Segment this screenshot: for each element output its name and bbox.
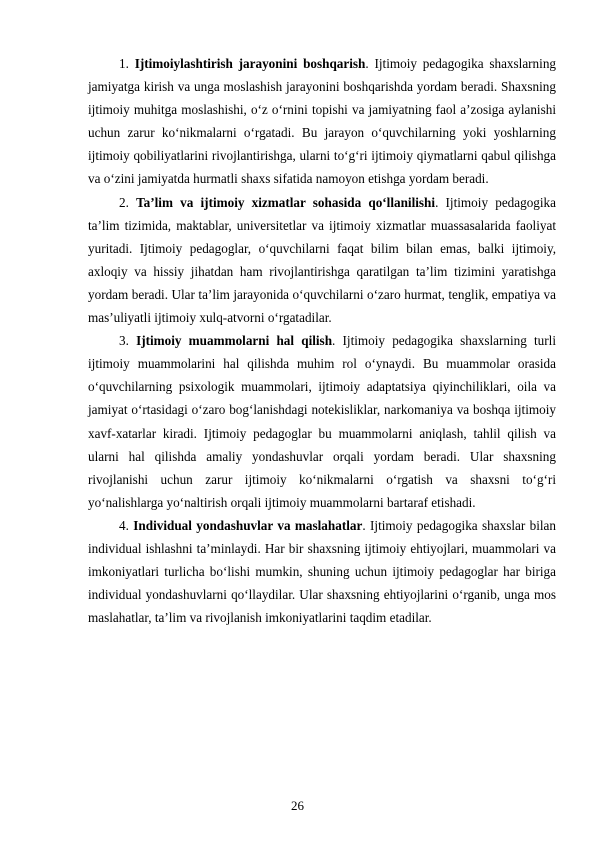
paragraph-education-social-services [88,191,556,330]
paragraph-number: 1. [119,56,129,71]
paragraph-text: . Ijtimoiy pedagogika ta’lim tizimida, maktablar, universitetlar va ijtimoiy xizmatlar muassasalarida faoliyat yuritadi. Ijtimoiy pedagoglar, o‘quvchilarni faqat bilim bilan emas, balki ijtimoiy, axloqiy va hissiy jihatdan ham rivojlantirishga qaratilgan ta’lim tizimini yaratishga yordam beradi. Ular ta’lim jarayonida o‘quvchilarni o‘zaro hurmat, tenglik, empatiya va mas’uliyatli ijtimoiy xulq-atvorni o‘rgatadilar. [88,194,557,326]
paragraph-number: 2. [119,194,129,210]
paragraph-text: . Ijtimoiy pedagogika shaxslarning turli ijtimoiy muammolarini hal qilishda muhim rol o‘ynaydi. Bu muammolar orasida o‘quvchilarning psixologik muammolari, ijtimoiy adaptatsiya qiyinchiliklari, oila va jamiyat o‘rtasidagi o‘zaro bog‘lanishdagi notekisliklar, narkomaniya va boshqa ijtimoiy xavf-xatarlar kiradi. Ijtimoiy pedagoglar bu muammolarni aniqlash, tahlil qilish va ularni hal qilishda amaliy yondashuvlar orqali yordam beradi. Ular shaxsning rivojlanishi uchun zarur ijtimoiy ko‘nikmalarni o‘rgatish va shaxsni to‘g‘ri yo‘nalishlarga yo‘naltirish orqali ijtimoiy muammolarni bartaraf etishadi. [88,333,556,510]
paragraph-socialization-management [88,52,556,191]
paragraph-individual-approaches [88,514,556,629]
paragraph-solving-social-problems [88,329,556,514]
paragraph-heading: Ijtimoiylashtirish jarayonini boshqarish [134,56,366,71]
paragraph-number: 3. [119,333,129,349]
document-body [88,52,556,629]
page-number: 26 [291,798,304,813]
paragraph-heading: Ijtimoiy muammolarni hal qilish [136,333,333,349]
paragraph-heading: Ta’lim va ijtimoiy xizmatlar sohasida qo‘llanilishi [136,194,436,210]
paragraph-text: . Ijtimoiy pedagogika shaxslar bilan individual ishlashni ta’minlaydi. Har bir shaxsning ijtimoiy ehtiyojlari, muammolari va imkoniyatlari turlicha bo‘lishi mumkin, shuning uchun ijtimoiy pedagoglar har biriga individual yondashuvlarni qo‘llaydilar. Ular shaxsning ehtiyojlarini o‘rganib, unga mos maslahatlar, ta’lim va rivojlanish imkoniyatlarini taqdim etadilar. [88,517,556,626]
paragraph-text: . Ijtimoiy pedagogika shaxslarning jamiyatga kirish va unga moslashish jarayonini boshqarishda yordam beradi. Shaxsning ijtimoiy muhitga moslashishi, o‘z o‘rnini topishi va jamiyatning faol a’zosiga aylanishi uchun zarur ko‘nikmalarni o‘rgatadi. Bu jarayon o‘quvchilarning yoki yoshlarning ijtimoiy qobiliyatlarini rivojlantirishga, ularni to‘g‘ri ijtimoiy qiymatlarni qabul qilishga va o‘zini jamiyatda hurmatli shaxs sifatida namoyon etishga yordam beradi. [88,56,557,187]
paragraph-heading: Individual yondashuvlar va maslahatlar [133,517,363,533]
paragraph-number: 4. [119,517,129,533]
